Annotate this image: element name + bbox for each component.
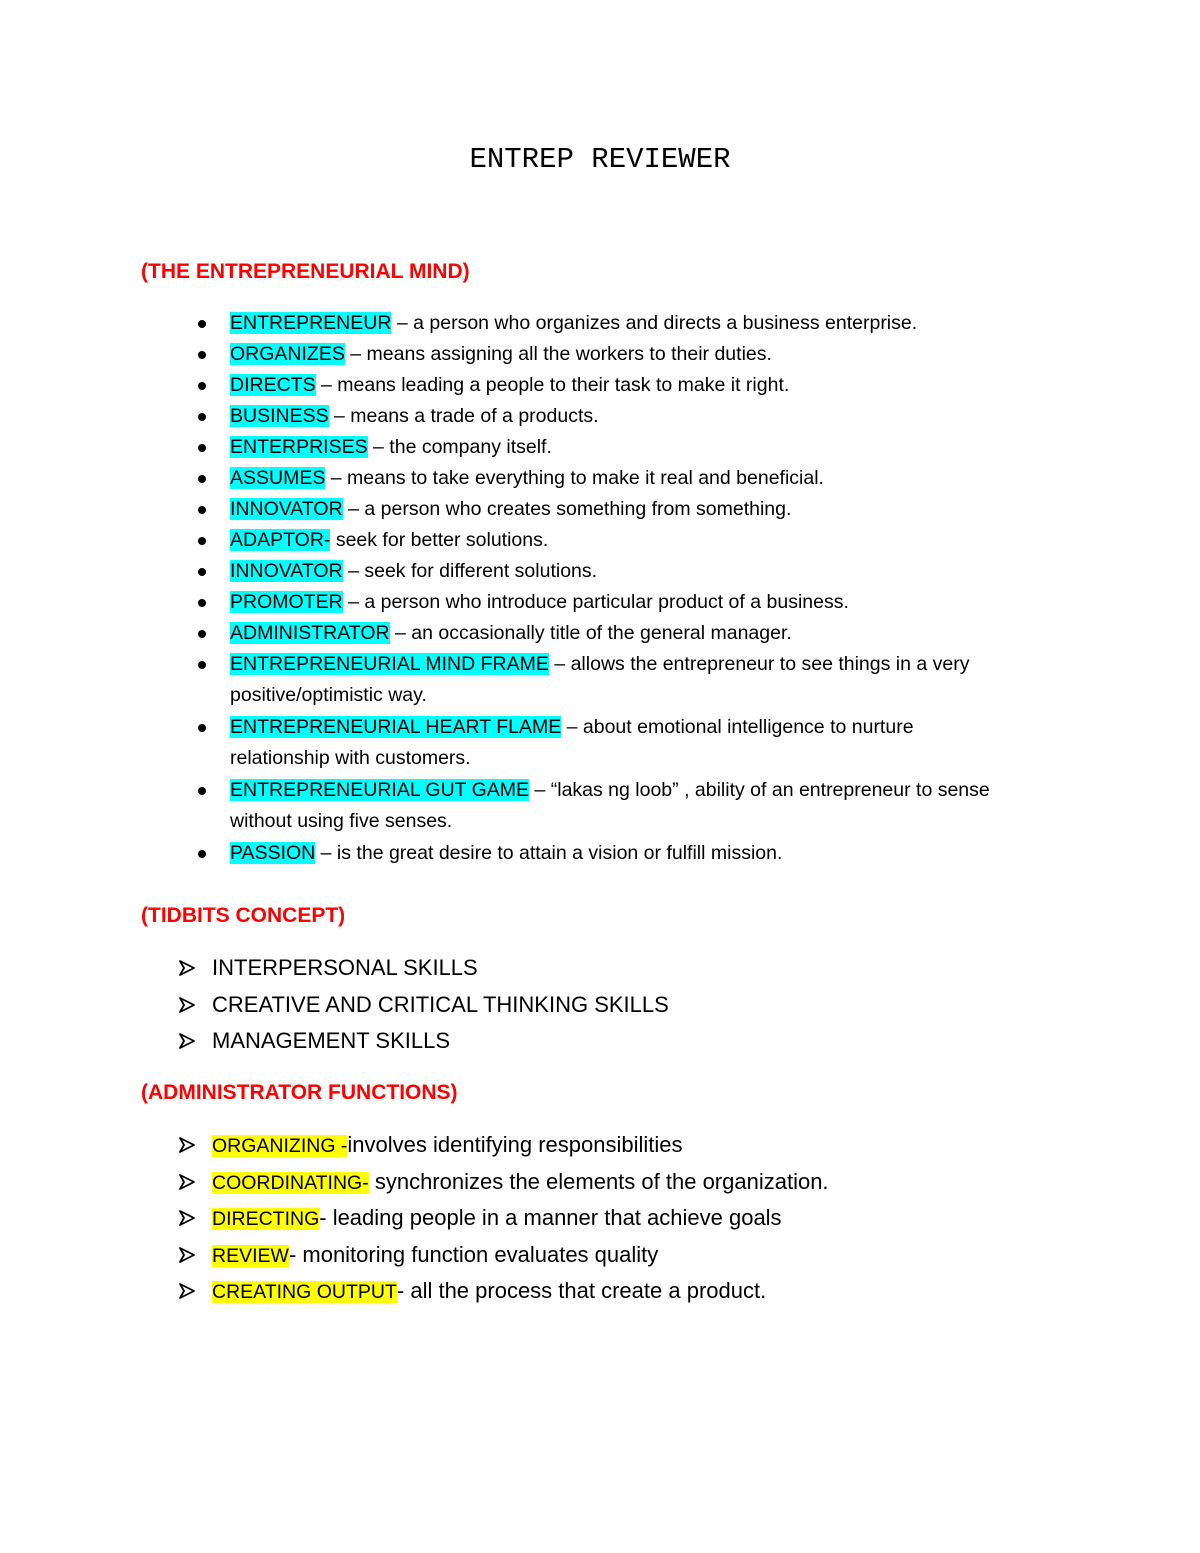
section-heading-tidbits: (TIDBITS CONCEPT) bbox=[141, 904, 346, 927]
list-item bbox=[196, 587, 1076, 618]
list-item bbox=[178, 1273, 829, 1310]
term: PROMOTER bbox=[230, 591, 343, 613]
document-title: ENTREP REVIEWER bbox=[469, 143, 731, 176]
definition: seek for better solutions. bbox=[330, 529, 549, 551]
section-heading-administrator-functions: (ADMINISTRATOR FUNCTIONS) bbox=[141, 1081, 458, 1104]
list-item bbox=[196, 525, 1076, 556]
list-item bbox=[196, 838, 1076, 869]
definition: involves identifying responsibilities bbox=[347, 1132, 683, 1157]
definition-continued: relationship with customers. bbox=[230, 747, 471, 769]
term: INNOVATOR bbox=[230, 560, 343, 582]
list-item bbox=[196, 432, 1076, 463]
definition: synchronizes the elements of the organization. bbox=[368, 1168, 829, 1194]
list-item bbox=[178, 1237, 829, 1274]
definition: – a person who introduce particular product of a business. bbox=[342, 591, 849, 613]
list-item bbox=[178, 1023, 669, 1060]
definition: - leading people in a manner that achieve goals bbox=[319, 1205, 782, 1230]
term: ENTERPRISES bbox=[230, 436, 368, 458]
term: CREATING OUTPUT bbox=[212, 1281, 397, 1303]
list-item bbox=[196, 775, 1076, 838]
definition: – “lakas ng loob” , ability of an entrepreneur to sense bbox=[529, 779, 990, 801]
list-item bbox=[196, 494, 1076, 525]
skill-label: CREATIVE AND CRITICAL THINKING SKILLS bbox=[212, 991, 669, 1017]
definition: – means assigning all the workers to their duties. bbox=[344, 343, 772, 365]
definition: – is the great desire to attain a vision or fulfill mission. bbox=[315, 842, 783, 864]
term: ENTREPRENEURIAL HEART FLAME bbox=[230, 716, 562, 738]
definition: – means leading a people to their task to make it right. bbox=[315, 374, 790, 396]
term: COORDINATING- bbox=[212, 1171, 369, 1194]
definition: - all the process that create a product. bbox=[396, 1278, 767, 1303]
definition: – the company itself. bbox=[367, 436, 552, 458]
section-heading-entrepreneurial-mind: (THE ENTREPRENEURIAL MIND) bbox=[141, 260, 470, 283]
list-item bbox=[178, 950, 669, 987]
definition: – seek for different solutions. bbox=[342, 560, 598, 582]
arrow-bullet-icon bbox=[178, 1173, 196, 1191]
list-item bbox=[178, 987, 669, 1024]
term: ORGANIZING - bbox=[212, 1135, 348, 1157]
term: DIRECTING bbox=[212, 1208, 320, 1230]
skill-label: MANAGEMENT SKILLS bbox=[212, 1028, 450, 1053]
list-item bbox=[196, 339, 1076, 370]
list-item bbox=[196, 556, 1076, 587]
term: PASSION bbox=[230, 842, 316, 864]
definition: – a person who organizes and directs a business enterprise. bbox=[391, 312, 918, 334]
entrepreneurial-mind-list bbox=[196, 308, 1076, 869]
definition: – a person who creates something from something. bbox=[342, 498, 792, 520]
term: ORGANIZES bbox=[230, 343, 345, 365]
list-item bbox=[196, 649, 1076, 712]
arrow-bullet-icon bbox=[178, 1209, 196, 1227]
arrow-bullet-icon bbox=[178, 959, 196, 977]
term: ADMINISTRATOR bbox=[230, 622, 390, 644]
tidbits-list bbox=[178, 950, 669, 1060]
definition-continued: without using five senses. bbox=[230, 810, 453, 832]
term: DIRECTS bbox=[230, 374, 316, 396]
term: ENTREPRENEURIAL GUT GAME bbox=[230, 779, 530, 801]
definition: – about emotional intelligence to nurture bbox=[561, 716, 914, 738]
definition: – means a trade of a products. bbox=[328, 405, 599, 427]
definition: – an occasionally title of the general manager. bbox=[389, 622, 792, 644]
list-item bbox=[196, 463, 1076, 494]
definition-continued: positive/optimistic way. bbox=[230, 684, 427, 706]
list-item bbox=[196, 712, 1076, 775]
term: BUSINESS bbox=[230, 405, 329, 427]
arrow-bullet-icon bbox=[178, 1246, 196, 1264]
arrow-bullet-icon bbox=[178, 1136, 196, 1154]
definition: – means to take everything to make it real and beneficial. bbox=[325, 467, 824, 489]
term: ENTREPRENEUR bbox=[230, 312, 392, 334]
term: ASSUMES bbox=[230, 467, 326, 489]
administrator-functions-list bbox=[178, 1127, 829, 1310]
skill-label: INTERPERSONAL SKILLS bbox=[212, 955, 478, 980]
list-item bbox=[178, 1200, 829, 1237]
list-item bbox=[178, 1127, 829, 1164]
definition: - monitoring function evaluates quality bbox=[288, 1241, 659, 1267]
list-item bbox=[178, 1164, 829, 1201]
arrow-bullet-icon bbox=[178, 1282, 196, 1300]
arrow-bullet-icon bbox=[178, 996, 196, 1014]
arrow-bullet-icon bbox=[178, 1032, 196, 1050]
list-item bbox=[196, 401, 1076, 432]
term: ADAPTOR- bbox=[230, 529, 331, 551]
definition: – allows the entrepreneur to see things in a very bbox=[548, 653, 970, 675]
list-item bbox=[196, 370, 1076, 401]
term: REVIEW bbox=[212, 1244, 289, 1267]
term: ENTREPRENEURIAL MIND FRAME bbox=[230, 653, 549, 675]
term: INNOVATOR bbox=[230, 498, 343, 520]
list-item bbox=[196, 618, 1076, 649]
list-item bbox=[196, 308, 1076, 339]
